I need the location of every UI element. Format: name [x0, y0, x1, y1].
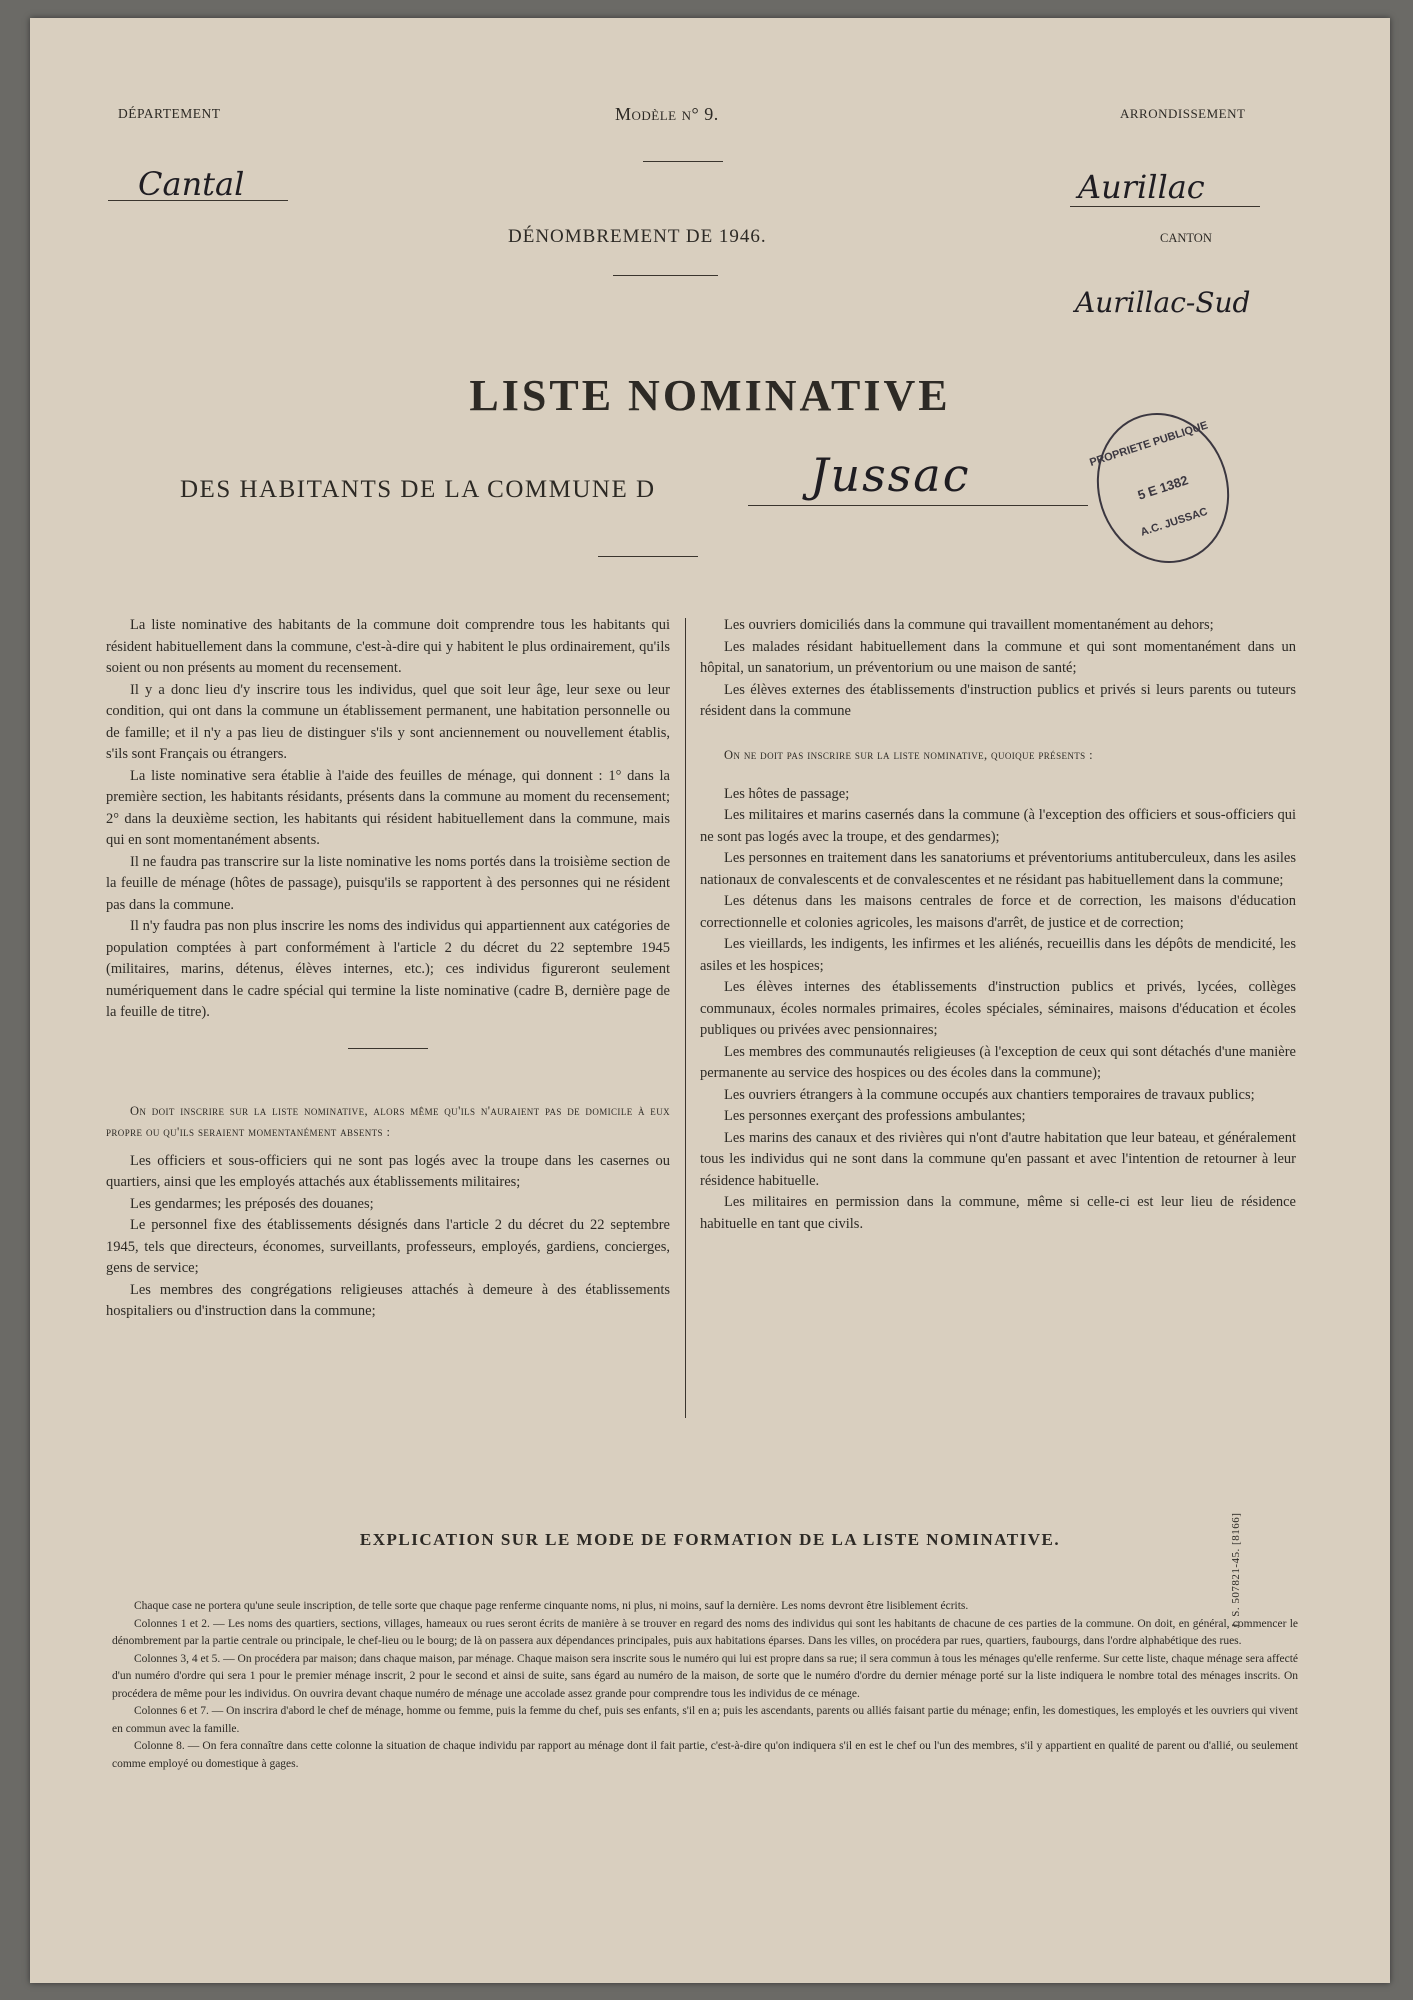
column-divider	[685, 618, 686, 1418]
title-rule	[598, 556, 698, 557]
right-item: Les élèves internes des établissements d'instruction publics et privés, lycées, collèges communaux, écoles normales primaires, écoles spéciales, séminaires, maisons d'éducation et écoles publiques ou privées avec pensionnaires;	[700, 979, 1296, 1038]
explication-title: EXPLICATION SUR LE MODE DE FORMATION DE LA LISTE NOMINATIVE.	[359, 1530, 1061, 1549]
page-title: LISTE NOMINATIVE	[469, 371, 951, 420]
header-rule	[643, 161, 723, 162]
right-column	[700, 615, 1296, 1235]
census-form-page	[30, 18, 1390, 1983]
right-item: Les ouvriers domiciliés dans la commune qui travaillent momentanément au dehors;	[724, 617, 1214, 633]
left-item: Le personnel fixe des établissements désignés dans l'article 2 du décret du 22 septembre 1945, tels que directeurs, économes, surveillants, professeurs, employés, gardiens, concierges, gens de service;	[106, 1217, 670, 1276]
denombrement-rule	[613, 275, 718, 276]
explication-paragraph: Chaque case ne portera qu'une seule inscription, de telle sorte que chaque page renferme cinquante noms, ni plus, ni moins, sauf la dernière. Les noms devront être lisiblement écrits.	[134, 1600, 969, 1612]
left-item: Les membres des congrégations religieuses attachés à demeure à des établissements hospitaliers ou d'instruction dans la commune;	[106, 1281, 670, 1319]
left-paragraph: La liste nominative sera établie à l'aide des feuilles de ménage, qui donnent : 1° dans la première section, les habitants résidants, présents dans la commune au moment du recensement; 2° dans la deuxième section, les habitants qui résident habituellement dans la commune, mais qui en sont momentanément absents.	[106, 767, 670, 848]
right-item: Les militaires et marins casernés dans la commune (à l'exception des officiers et sous-officiers qui ne sont pas logés avec la troupe, et des gendarmes);	[700, 807, 1296, 845]
canton-value: Aurillac-Sud	[1075, 286, 1251, 319]
stamp-line-2: 5 E 1382	[1135, 472, 1190, 503]
canton-label: CANTON	[1160, 231, 1212, 245]
right-item: Les élèves externes des établissements d'instruction publics et privés si leurs parents ou tuteurs résident dans la commune	[700, 681, 1296, 719]
departement-line	[108, 200, 288, 201]
archive-stamp	[1078, 396, 1249, 581]
arrondissement-line	[1070, 206, 1260, 207]
stamp-line-3: A.C. JUSSAC	[1139, 505, 1210, 539]
left-paragraph: Il y a donc lieu d'y inscrire tous les individus, quel que soit leur âge, leur sexe ou leur condition, qui ont dans la commune un établissement permanent, une habitation personnelle ou de famille; et il n'y a pas lieu de distinguer s'ils y sont anciennement ou nouvellement établis, s'ils sont Français ou étrangers.	[106, 681, 670, 762]
printer-code: J. S. 507821-45. [8166]	[1230, 1512, 1242, 1628]
left-paragraph: Il ne faudra pas transcrire sur la liste nominative les noms portés dans la troisième section de la feuille de ménage (hôtes de passage), puisqu'ils se rapportent à des personnes qui ne résident pas dans la commune.	[106, 853, 670, 913]
denombrement-heading: DÉNOMBREMENT DE 1946.	[508, 226, 767, 247]
explication-paragraph: Colonnes 1 et 2. — Les noms des quartiers, sections, villages, hameaux ou rues seront écrits de manière à se trouver en regard des noms des individus qui sont les habitants de chacune de ces parties de la commune. On doit, en général, commencer le dénombrement par la partie centrale ou principale, le chef-lieu ou le bourg; de là on passera aux dépendances principales, puis aux habitations éparses. Dans les villes, on procédera par rues, quartiers, faubourgs, dans l'ordre alphabétique des rues.	[112, 1617, 1298, 1647]
right-item: Les vieillards, les indigents, les infirmes et les aliénés, recueillis dans les dépôts de mendicité, les asiles et les hospices;	[700, 936, 1296, 974]
right-item: Les marins des canaux et des rivières qui n'ont d'autre habitation que leur bateau, et généralement tous les individus qui ne sont dans la commune qu'en passant et avec l'intention de retourner à leur résidence habituelle.	[700, 1129, 1296, 1189]
explication-paragraph: Colonnes 3, 4 et 5. — On procédera par maison; dans chaque maison, par ménage. Chaque maison sera inscrite sous le numéro qui lui est propre dans sa rue; il sera commun à tous les ménages qu'elle renferme. Sur cette liste, chaque ménage sera affecté d'un numéro d'ordre qui sera 1 pour le premier ménage inscrit, 2 pour le second et ainsi de suite, sans égard au numéro de la maison, de sorte que le numéro d'ordre du dernier ménage porté sur la liste indiquera le nombre total des ménages inscrits. On procédera de même pour les individus. On ouvrira devant chaque numéro de ménage une accolade assez grande pour comprendre tous les individus de ce ménage.	[112, 1652, 1298, 1700]
explication-paragraph: Colonnes 6 et 7. — On inscrira d'abord le chef de ménage, homme ou femme, puis la femme du chef, puis ses enfants, s'il en a; puis les ascendants, parents ou alliés faisant partie du ménage; enfin, les domestiques, les employés et les ouvriers qui vivent en commun avec la famille.	[112, 1705, 1298, 1735]
arrondissement-value: Aurillac	[1078, 168, 1205, 206]
right-item: Les personnes en traitement dans les sanatoriums et préventoriums antituberculeux, dans les asiles nationaux de convalescents et de convalescentes et ne résidant pas habituellement dans la commune;	[700, 850, 1296, 888]
explication-body	[112, 1598, 1298, 1773]
right-subheading: On ne doit pas inscrire sur la liste nominative, quoique présents :	[724, 747, 1093, 762]
right-item: Les hôtes de passage;	[724, 785, 850, 802]
right-item: Les militaires en permission dans la commune, même si celle-ci est leur lieu de résidence habituelle en tant que civils.	[700, 1194, 1296, 1232]
page-subtitle: DES HABITANTS DE LA COMMUNE D	[180, 476, 656, 503]
departement-value: Cantal	[138, 165, 245, 203]
commune-value: Jussac	[810, 448, 971, 502]
left-rule	[348, 1048, 428, 1049]
explication-paragraph: Colonne 8. — On fera connaître dans cette colonne la situation de chaque individu par rapport au ménage dont il fait partie, c'est-à-dire qu'on indiquera s'il en est le chef ou l'un des membres, s'il y appartient en qualité de parent ou d'allié, ou seulement comme employé ou domestique à gages.	[112, 1740, 1298, 1770]
stamp-line-1: PROPRIETE PUBLIQUE	[1088, 419, 1210, 470]
left-paragraph: Il n'y faudra pas non plus inscrire les noms des individus qui appartiennent aux catégories de population comptées à part conformément à l'article 2 du décret du 22 septembre 1945 (militaires, marins, détenus, élèves internes, etc.); ces individus figureront seulement numériquement dans le cadre spécial qui termine la liste nominative (cadre B, dernière page de la feuille de titre).	[106, 918, 670, 1020]
left-paragraph: La liste nominative des habitants de la commune doit comprendre tous les habitants qui résident habituellement dans la commune, c'est-à-dire qui y habitent le plus ordinairement, qu'ils soient ou non présents au moment du recensement.	[106, 617, 670, 676]
left-subheading: On doit inscrire sur la liste nominative, alors même qu'ils n'auraient pas de domicile à eux propre ou qu'ils seraient momentanément absents :	[106, 1103, 670, 1139]
departement-label: DÉPARTEMENT	[118, 106, 221, 121]
right-item: Les membres des communautés religieuses (à l'exception de ceux qui sont détachés d'une manière permanente au service des hospices ou des écoles dans la commune);	[700, 1043, 1296, 1081]
arrondissement-label: ARRONDISSEMENT	[1120, 106, 1246, 121]
commune-line	[748, 505, 1088, 506]
left-item: Les gendarmes; les préposés des douanes;	[130, 1195, 374, 1212]
right-item: Les malades résidant habituellement dans la commune et qui sont momentanément dans un hôpital, un sanatorium, un préventorium ou une maison de santé;	[700, 638, 1296, 676]
left-column	[106, 615, 670, 1323]
modele-number: Modèle n° 9.	[615, 104, 719, 124]
right-item: Les détenus dans les maisons centrales de force et de correction, les maisons d'éducation correctionnelle et colonies agricoles, les maisons d'arrêt, de justice et de correction;	[700, 893, 1296, 931]
right-item: Les personnes exerçant des professions ambulantes;	[724, 1108, 1026, 1124]
left-item: Les officiers et sous-officiers qui ne sont pas logés avec la troupe dans les casernes ou quartiers, ainsi que les employés attachés aux établissements militaires;	[106, 1152, 670, 1190]
right-item: Les ouvriers étrangers à la commune occupés aux chantiers temporaires de travaux publics;	[724, 1086, 1255, 1103]
